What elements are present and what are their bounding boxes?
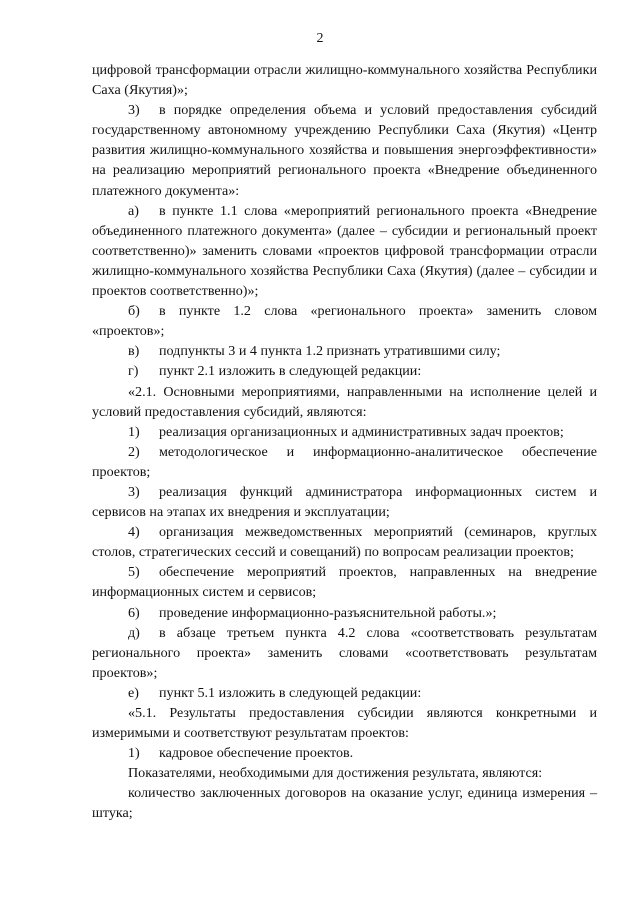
paragraph <box>92 382 597 422</box>
list-marker: д) <box>128 624 140 641</box>
paragraph-text: организация межведомственных мероприятий (семинаров, круглых столов, стратегических сессий и совещаний) по вопросам реализации проектов; <box>92 524 597 561</box>
list-marker: 3) <box>128 102 140 119</box>
paragraph-text: в абзаце третьем пункта 4.2 слова «соответствовать результатам регионального проекта» заменить словами «соответствовать результатам проектов»; <box>92 624 597 681</box>
paragraph-text: пункт 5.1 изложить в следующей редакции: <box>159 684 422 701</box>
paragraph <box>92 201 597 301</box>
list-marker: 1) <box>128 745 140 762</box>
paragraph-text: Показателями, необходимыми для достижения результата, являются: <box>128 765 543 782</box>
paragraph <box>92 442 597 482</box>
list-marker: 4) <box>128 524 140 541</box>
paragraph <box>92 743 597 763</box>
paragraph-text: кадровое обеспечение проектов. <box>159 745 354 762</box>
paragraph <box>92 341 597 361</box>
paragraph-text: цифровой трансформации отрасли жилищно-коммунального хозяйства Республики Саха (Якутия)»; <box>92 62 597 99</box>
list-marker: б) <box>128 303 140 320</box>
document-body <box>92 60 597 824</box>
paragraph <box>92 603 597 623</box>
paragraph <box>92 683 597 703</box>
list-marker: 5) <box>128 564 140 581</box>
paragraph <box>92 522 597 562</box>
paragraph <box>92 783 597 823</box>
paragraph-text: проведение информационно-разъяснительной работы.»; <box>159 604 497 621</box>
list-marker: 1) <box>128 423 140 440</box>
paragraph-text: реализация организационных и административных задач проектов; <box>159 423 564 440</box>
paragraph <box>92 422 597 442</box>
paragraph-text: «2.1. Основными мероприятиями, направленными на исполнение целей и условий предоставления субсидий, являются: <box>92 383 597 420</box>
paragraph-text: подпункты 3 и 4 пункта 1.2 признать утратившими силу; <box>159 343 501 360</box>
paragraph <box>92 763 597 783</box>
list-marker: 3) <box>128 483 140 500</box>
paragraph-text: «5.1. Результаты предоставления субсидии являются конкретными и измеримыми и соответствуют результатам проектов: <box>92 705 597 742</box>
paragraph-text: в пункте 1.2 слова «регионального проекта» заменить словом «проектов»; <box>92 303 597 340</box>
paragraph <box>92 301 597 341</box>
paragraph-text: в пункте 1.1 слова «мероприятий регионального проекта «Внедрение объединенного платежного документа» (далее – субсидии и региональный проект соответственно)» заменить словами «проектов цифровой трансформации отрасли жилищно-коммунального хозяйства Республики Саха (Якутия) (далее – субсидии и проектов соответственно)»; <box>92 202 597 300</box>
list-marker: 6) <box>128 604 140 621</box>
paragraph-text: в порядке определения объема и условий предоставления субсидий государственному автономному учреждению Республики Саха (Якутия) «Центр развития жилищно-коммунального хозяйства и повышения энергоэффективности» на реализацию мероприятий регионального проекта «Внедрение объединенного платежного документа»: <box>92 102 597 199</box>
paragraph-text: пункт 2.1 изложить в следующей редакции: <box>159 363 422 380</box>
paragraph <box>92 562 597 602</box>
list-marker: в) <box>128 343 140 360</box>
paragraph <box>92 703 597 743</box>
list-marker: е) <box>128 684 139 701</box>
paragraph-text: количество заключенных договоров на оказание услуг, единица измерения – штука; <box>92 785 597 822</box>
paragraph-text: обеспечение мероприятий проектов, направленных на внедрение информационных систем и сервисов; <box>92 564 597 601</box>
paragraph-text: методологическое и информационно-аналитическое обеспечение проектов; <box>92 443 597 480</box>
list-marker: г) <box>128 363 139 380</box>
paragraph-text: реализация функций администратора информационных систем и сервисов на этапах их внедрения и эксплуатации; <box>92 483 597 521</box>
page-number: 2 <box>316 31 324 46</box>
paragraph <box>92 623 597 683</box>
list-marker: а) <box>128 202 139 219</box>
paragraph <box>92 361 597 381</box>
paragraph <box>92 482 597 522</box>
list-marker: 2) <box>128 443 140 460</box>
paragraph <box>92 60 597 100</box>
paragraph <box>92 100 597 200</box>
